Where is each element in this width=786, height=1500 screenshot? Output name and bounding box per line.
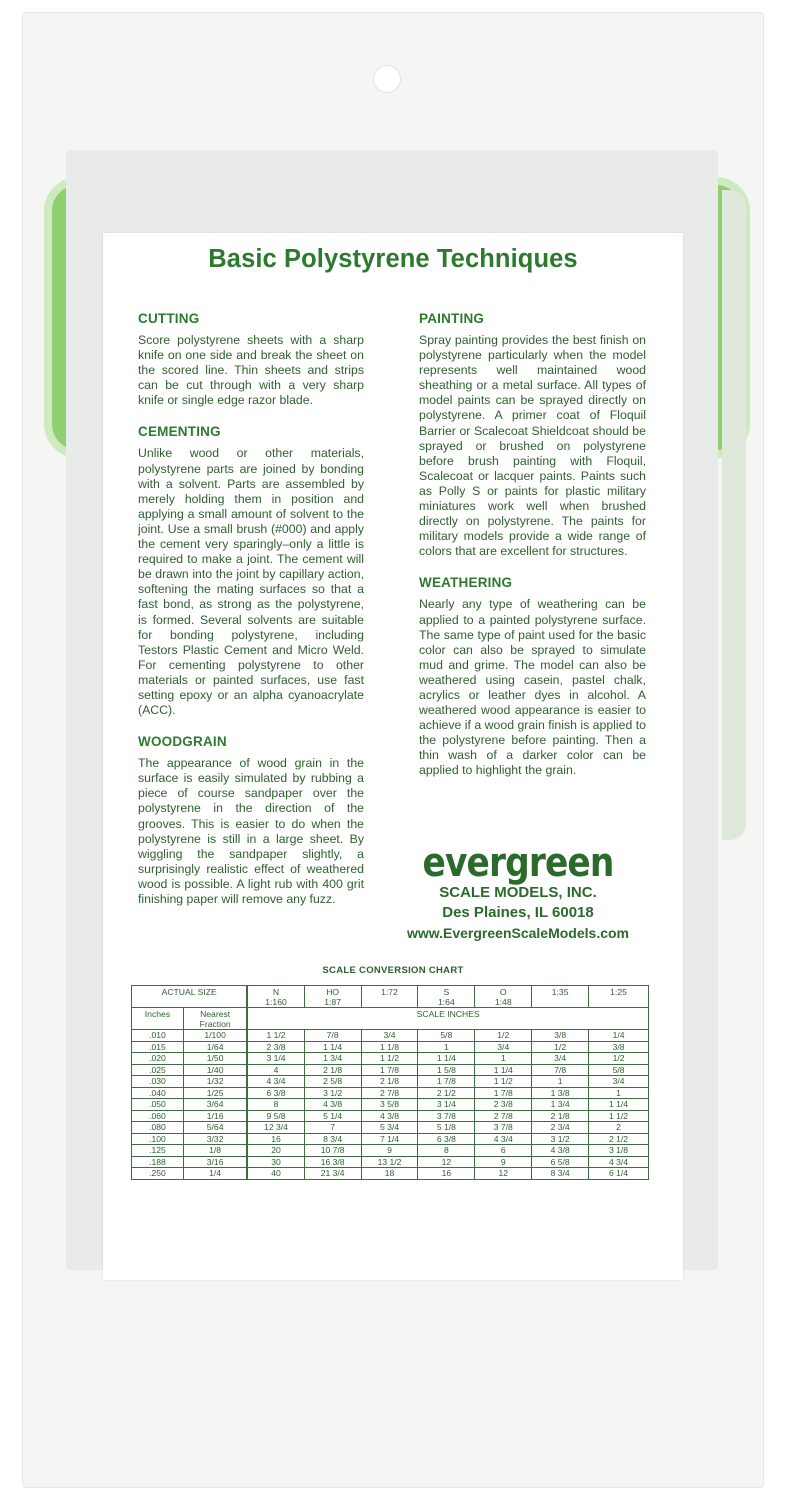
inches-cell: .100 bbox=[132, 1133, 184, 1145]
scale-value-cell: 2 3/8 bbox=[247, 1041, 304, 1053]
fraction-cell: 1/40 bbox=[183, 1064, 247, 1076]
cutting-heading: CUTTING bbox=[138, 311, 200, 326]
scale-value-cell: 1 5/8 bbox=[418, 1064, 475, 1076]
scale-value-cell: 1/2 bbox=[475, 1030, 532, 1042]
scale-ratio: 1:25 bbox=[610, 987, 627, 997]
fraction-cell: 1/50 bbox=[183, 1053, 247, 1065]
weathering-heading: WEATHERING bbox=[419, 575, 513, 591]
scale-value-cell: 30 bbox=[247, 1156, 304, 1168]
scale-value-cell: 9 5/8 bbox=[247, 1110, 304, 1122]
scale-value-cell: 16 bbox=[418, 1168, 475, 1180]
company-url: www.EvergreenScaleModels.com bbox=[406, 925, 629, 941]
scale-value-cell: 1 1/2 bbox=[247, 1030, 304, 1042]
actual-size-header: ACTUAL SIZE bbox=[132, 986, 248, 1008]
scale-value-cell: 3 5/8 bbox=[361, 1099, 418, 1111]
inches-cell: .020 bbox=[132, 1053, 184, 1065]
scale-value-cell: 5 1/4 bbox=[304, 1110, 361, 1122]
scale-value-cell: 5 1/8 bbox=[418, 1122, 475, 1134]
fraction-cell: 1/32 bbox=[183, 1076, 247, 1088]
scale-value-cell: 1 1/2 bbox=[361, 1053, 418, 1065]
inches-cell: .050 bbox=[132, 1099, 184, 1111]
fraction-cell: 5/64 bbox=[183, 1122, 247, 1134]
left-column bbox=[138, 311, 364, 923]
scale-header bbox=[247, 986, 304, 1008]
scale-value-cell: 1/2 bbox=[532, 1041, 589, 1053]
table-row bbox=[132, 1156, 649, 1168]
scale-value-cell: 3 1/2 bbox=[304, 1087, 361, 1099]
scale-conversion-table bbox=[131, 985, 649, 1180]
scale-value-cell: 4 3/4 bbox=[475, 1133, 532, 1145]
scale-value-cell: 1 bbox=[418, 1041, 475, 1053]
table-body bbox=[132, 1030, 649, 1180]
scale-value-cell: 4 bbox=[247, 1064, 304, 1076]
scale-value-cell: 3 1/8 bbox=[589, 1145, 649, 1157]
woodgrain-heading: WOODGRAIN bbox=[138, 734, 227, 750]
scale-value-cell: 5/8 bbox=[589, 1064, 649, 1076]
scale-value-cell: 7/8 bbox=[304, 1030, 361, 1042]
scale-value-cell: 18 bbox=[361, 1168, 418, 1180]
scale-name: O bbox=[499, 987, 507, 997]
table-row bbox=[132, 1133, 649, 1145]
inches-cell: .040 bbox=[132, 1087, 184, 1099]
scale-value-cell: 3/8 bbox=[532, 1030, 589, 1042]
scale-value-cell: 8 bbox=[247, 1099, 304, 1111]
scale-value-cell: 3 7/8 bbox=[475, 1122, 532, 1134]
scale-ratio: 1:72 bbox=[381, 987, 398, 997]
scale-inches-header: SCALE INCHES bbox=[247, 1008, 648, 1030]
scale-value-cell: 1 3/4 bbox=[532, 1099, 589, 1111]
scale-value-cell: 12 bbox=[475, 1168, 532, 1180]
scale-value-cell: 1 3/4 bbox=[304, 1053, 361, 1065]
inches-cell: .015 bbox=[132, 1041, 184, 1053]
scale-ratio: 1:160 bbox=[265, 997, 287, 1007]
company-name: SCALE MODELS, INC. bbox=[439, 884, 597, 901]
scale-value-cell: 16 bbox=[247, 1133, 304, 1145]
inches-header: Inches bbox=[132, 1008, 184, 1030]
scale-value-cell: 3 1/2 bbox=[532, 1133, 589, 1145]
scale-value-cell: 3/8 bbox=[589, 1041, 649, 1053]
scale-value-cell: 4 3/8 bbox=[361, 1110, 418, 1122]
scale-value-cell: 12 bbox=[418, 1156, 475, 1168]
scale-value-cell: 6 3/8 bbox=[247, 1087, 304, 1099]
inches-cell: .060 bbox=[132, 1110, 184, 1122]
scale-value-cell: 6 1/4 bbox=[589, 1168, 649, 1180]
evergreen-logo: evergreen bbox=[422, 840, 614, 886]
scale-value-cell: 1 1/4 bbox=[304, 1041, 361, 1053]
scale-value-cell: 4 3/4 bbox=[247, 1076, 304, 1088]
scale-ratio: 1:48 bbox=[494, 997, 512, 1007]
scale-value-cell: 1 7/8 bbox=[418, 1076, 475, 1088]
scale-value-cell: 4 3/8 bbox=[304, 1099, 361, 1111]
scale-value-cell: 1 7/8 bbox=[361, 1064, 418, 1076]
scale-value-cell: 2 1/2 bbox=[589, 1133, 649, 1145]
scale-value-cell: 20 bbox=[247, 1145, 304, 1157]
scale-value-cell: 7 bbox=[304, 1122, 361, 1134]
scale-value-cell: 12 3/4 bbox=[247, 1122, 304, 1134]
scale-value-cell: 2 1/8 bbox=[532, 1110, 589, 1122]
cutting-text: Score polystyrene sheets with a sharp knife on one side and break the sheet on the scored line. Thin sheets and strips can be cut through with a very sharp knife or single edge razor blade. bbox=[138, 333, 364, 408]
inches-cell: .080 bbox=[132, 1122, 184, 1134]
scale-value-cell: 1/4 bbox=[589, 1030, 649, 1042]
scale-value-cell: 1 1/2 bbox=[589, 1110, 649, 1122]
scale-value-cell: 3 1/4 bbox=[418, 1099, 475, 1111]
fraction-cell: 1/100 bbox=[183, 1030, 247, 1042]
fraction-cell: 3/32 bbox=[183, 1133, 247, 1145]
scale-header bbox=[304, 986, 361, 1008]
scale-value-cell: 4 3/8 bbox=[532, 1145, 589, 1157]
scale-name: S bbox=[443, 987, 450, 997]
table-row bbox=[132, 1064, 649, 1076]
card-title: Basic Polystyrene Techniques bbox=[208, 245, 578, 273]
scale-value-cell: 4 3/4 bbox=[589, 1156, 649, 1168]
scale-value-cell: 1 bbox=[532, 1076, 589, 1088]
scale-name: HO bbox=[326, 987, 340, 997]
right-column bbox=[419, 311, 646, 795]
woodgrain-text: The appearance of wood grain in the surface is easily simulated by rubbing a piece of course sandpaper over the polystyrene in the direction of the grooves. This is easier to do when the polystyrene is still in a large sheet. By wiggling the sandpaper slightly, a surprisingly realistic effect of weathered wood is possible. A light rub with 400 grit finishing paper will remove any fuzz. bbox=[138, 756, 364, 906]
scale-ratio: 1:87 bbox=[324, 997, 341, 1007]
weathering-text: Nearly any type of weathering can be applied to a painted polystyrene surface. The same type of paint used for the basic color can also be sprayed to simulate mud and grime. The model can also be weathered using casein, pastel chalk, acrylics or leather dyes in alcohol. A weathered wood appearance is easier to achieve if a wood grain finish is applied to the polystyrene before painting. Then a thin wash of a darker color can be applied to highlight the grain. bbox=[419, 597, 646, 778]
scale-value-cell: 2 bbox=[589, 1122, 649, 1134]
scale-value-cell: 1 1/8 bbox=[361, 1041, 418, 1053]
inches-cell: .010 bbox=[132, 1030, 184, 1042]
scale-value-cell: 7 1/4 bbox=[361, 1133, 418, 1145]
fraction-cell: 1/16 bbox=[183, 1110, 247, 1122]
scale-value-cell: 1/2 bbox=[589, 1053, 649, 1065]
scale-value-cell: 1 1/4 bbox=[475, 1064, 532, 1076]
scale-ratio: 1:35 bbox=[551, 987, 569, 997]
scale-value-cell: 8 bbox=[418, 1145, 475, 1157]
table-row bbox=[132, 1087, 649, 1099]
scale-value-cell: 2 5/8 bbox=[304, 1076, 361, 1088]
scale-ratio: 1:64 bbox=[438, 997, 455, 1007]
instruction-card bbox=[103, 233, 683, 1280]
company-location: Des Plaines, IL 60018 bbox=[442, 904, 594, 921]
scale-value-cell: 3 1/4 bbox=[247, 1053, 304, 1065]
fraction-cell: 1/64 bbox=[183, 1041, 247, 1053]
fraction-cell: 1/25 bbox=[183, 1087, 247, 1099]
header-row-units bbox=[132, 1008, 649, 1030]
scale-value-cell: 6 5/8 bbox=[532, 1156, 589, 1168]
cementing-heading: CEMENTING bbox=[138, 424, 221, 440]
scale-value-cell: 2 7/8 bbox=[361, 1087, 418, 1099]
fraction-cell: 1/8 bbox=[183, 1145, 247, 1157]
scale-value-cell: 6 3/8 bbox=[418, 1133, 475, 1145]
scale-value-cell: 2 1/2 bbox=[418, 1087, 475, 1099]
scale-value-cell: 3/4 bbox=[361, 1030, 418, 1042]
scale-value-cell: 1 1/4 bbox=[589, 1099, 649, 1111]
scale-value-cell: 2 3/8 bbox=[475, 1099, 532, 1111]
table-row bbox=[132, 1110, 649, 1122]
painting-text: Spray painting provides the best finish on polystyrene particularly when the model represents well maintained wood sheathing or a metal surface. All types of model paints can be sprayed directly on polystyrene. A primer coat of Floquil Barrier or Scalecoat Shieldcoat should be sprayed or brushed on polystyrene before brush painting with Floquil, Scalecoat or lacquer paints. Paints such as Polly S or paints for plastic military miniatures work well when brushed directly on polystyrene. The paints for military models provide a wide range of colors that are excellent for structures. bbox=[419, 333, 646, 559]
hang-hole bbox=[373, 65, 401, 93]
inches-cell: .188 bbox=[132, 1156, 184, 1168]
scale-value-cell: 9 bbox=[475, 1156, 532, 1168]
scale-header bbox=[475, 986, 532, 1008]
table-row bbox=[132, 1099, 649, 1111]
scale-name: N bbox=[272, 987, 280, 997]
chart-title: SCALE CONVERSION CHART bbox=[322, 965, 464, 976]
scale-value-cell: 1 7/8 bbox=[475, 1087, 532, 1099]
brand-block bbox=[403, 840, 633, 943]
scale-header bbox=[589, 986, 649, 1008]
fraction-cell: 3/16 bbox=[183, 1156, 247, 1168]
cementing-text: Unlike wood or other materials, polystyrene parts are joined by bonding with a solvent. Parts are assembled by merely holding them in position and applying a small amount of solvent to the joint. Use a small brush (#000) and apply the cement very sparingly–only a little is required to make a joint. The cement will be drawn into the joint by capillary action, softening the mating surfaces so that a fast bond, as strong as the polystyrene, is formed. Several solvents are suitable for bonding polystyrene, including Testors Plastic Cement and Micro Weld. For cementing polystyrene to other materials or painted surfaces, use fast setting epoxy or an alpha cyanoacrylate (ACC). bbox=[138, 446, 364, 718]
fraction-cell: 1/4 bbox=[183, 1168, 247, 1180]
table-row bbox=[132, 1122, 649, 1134]
inches-cell: .250 bbox=[132, 1168, 184, 1180]
scale-value-cell: 2 1/8 bbox=[304, 1064, 361, 1076]
scale-value-cell: 1 3/8 bbox=[532, 1087, 589, 1099]
scale-value-cell: 3/4 bbox=[589, 1076, 649, 1088]
scale-value-cell: 1 bbox=[475, 1053, 532, 1065]
fraction-header: Nearest Fraction bbox=[183, 1008, 247, 1030]
table-row bbox=[132, 1168, 649, 1180]
scale-value-cell: 21 3/4 bbox=[304, 1168, 361, 1180]
table-row bbox=[132, 1053, 649, 1065]
inches-cell: .025 bbox=[132, 1064, 184, 1076]
table-row bbox=[132, 1145, 649, 1157]
scale-header bbox=[532, 986, 589, 1008]
scale-value-cell: 16 3/8 bbox=[304, 1156, 361, 1168]
scale-header bbox=[361, 986, 418, 1008]
inches-cell: .125 bbox=[132, 1145, 184, 1157]
table-row bbox=[132, 1041, 649, 1053]
scale-value-cell: 6 bbox=[475, 1145, 532, 1157]
scale-value-cell: 5 3/4 bbox=[361, 1122, 418, 1134]
sheet-edge bbox=[722, 190, 746, 840]
scale-value-cell: 5/8 bbox=[418, 1030, 475, 1042]
scale-value-cell: 3 7/8 bbox=[418, 1110, 475, 1122]
scale-value-cell: 8 3/4 bbox=[304, 1133, 361, 1145]
scale-value-cell: 1 1/4 bbox=[418, 1053, 475, 1065]
scale-value-cell: 40 bbox=[247, 1168, 304, 1180]
inches-cell: .030 bbox=[132, 1076, 184, 1088]
scale-value-cell: 7/8 bbox=[532, 1064, 589, 1076]
fraction-cell: 3/64 bbox=[183, 1099, 247, 1111]
scale-value-cell: 2 3/4 bbox=[532, 1122, 589, 1134]
scale-value-cell: 13 1/2 bbox=[361, 1156, 418, 1168]
table-row bbox=[132, 1030, 649, 1042]
scale-value-cell: 2 1/8 bbox=[361, 1076, 418, 1088]
scale-value-cell: 8 3/4 bbox=[532, 1168, 589, 1180]
scale-value-cell: 3/4 bbox=[475, 1041, 532, 1053]
scale-header bbox=[418, 986, 475, 1008]
scale-value-cell: 1 bbox=[589, 1087, 649, 1099]
scale-value-cell: 1 1/2 bbox=[475, 1076, 532, 1088]
scale-value-cell: 3/4 bbox=[532, 1053, 589, 1065]
scale-value-cell: 9 bbox=[361, 1145, 418, 1157]
painting-heading: PAINTING bbox=[419, 311, 485, 326]
table-row bbox=[132, 1076, 649, 1088]
header-row-scales bbox=[132, 986, 649, 1008]
scale-value-cell: 2 7/8 bbox=[475, 1110, 532, 1122]
scale-value-cell: 10 7/8 bbox=[304, 1145, 361, 1157]
